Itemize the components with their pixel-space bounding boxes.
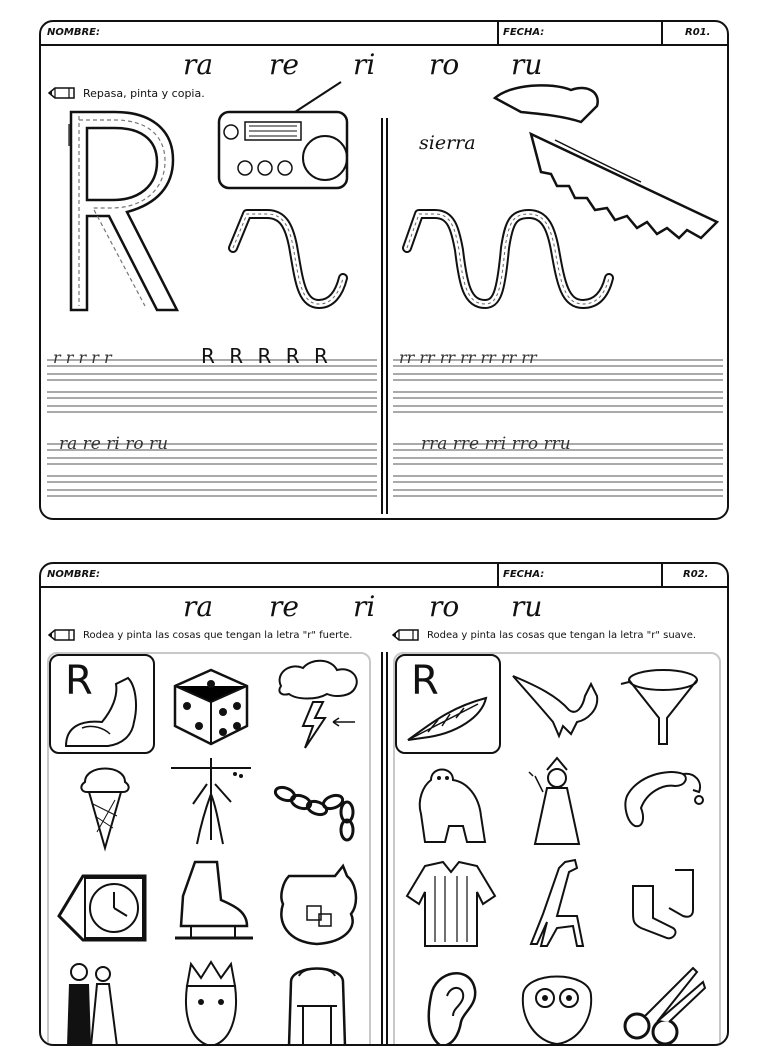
syllable-re: re	[269, 590, 299, 623]
double-r-tracing	[401, 208, 621, 318]
scissors-icon	[613, 956, 713, 1046]
example-letter-r: R	[65, 658, 93, 704]
dice-icon	[161, 656, 261, 752]
date-label: FECHA:	[503, 27, 545, 38]
sheet-code: R01.	[685, 27, 711, 38]
gorilla-icon	[401, 756, 501, 852]
copy-rr-cursive: rr rr rr rr rr rr rr	[399, 348, 537, 367]
backpack-icon	[267, 956, 367, 1046]
chain-icon	[267, 756, 367, 852]
pencil-icon	[391, 628, 421, 642]
bride-and-groom-icon	[51, 956, 151, 1046]
funnel-icon	[613, 656, 713, 752]
ice-cream-cone-icon	[55, 756, 155, 852]
syllables-line-left: ra re ri ro ru	[59, 434, 169, 454]
syllable-ru: ru	[511, 48, 543, 81]
column-divider	[381, 118, 383, 514]
worksheet-r01	[39, 20, 729, 520]
pencil-icon	[47, 628, 77, 642]
owl-icon	[507, 956, 607, 1046]
syllable-re: re	[269, 48, 299, 81]
uppercase-r-tracing	[65, 106, 185, 316]
copy-r-print: R R R R R	[201, 344, 332, 368]
instruction-left: Rodea y pinta las cosas que tengan la letra "r" fuerte.	[47, 628, 353, 642]
socks-icon	[613, 856, 713, 952]
header-bar	[41, 564, 727, 588]
syllables-line-right: rra rre rri rro rru	[421, 434, 571, 454]
feather-icon	[397, 656, 499, 752]
lowercase-r-tracing	[227, 208, 357, 318]
fairy-icon	[507, 756, 607, 852]
pencil-icon	[47, 86, 77, 100]
clock-icon	[55, 856, 155, 952]
name-label: NOMBRE:	[47, 569, 100, 580]
kangaroo-icon	[507, 656, 607, 752]
sheet-code: R02.	[683, 569, 709, 580]
syllable-ra: ra	[183, 590, 214, 623]
syllable-ro: ro	[429, 48, 460, 81]
syllable-ro: ro	[429, 590, 460, 623]
sausages-icon	[613, 756, 713, 852]
name-label: NOMBRE:	[47, 27, 100, 38]
column-divider	[381, 652, 383, 1046]
storm-cloud-icon	[267, 656, 367, 752]
ice-skate-icon	[161, 856, 261, 952]
sweater-icon	[401, 856, 501, 952]
syllable-ru: ru	[511, 590, 543, 623]
syllable-ri: ri	[353, 48, 376, 81]
word-sierra: sierra	[419, 132, 476, 154]
radio-illustration	[215, 80, 355, 192]
example-arm-box	[49, 654, 155, 754]
instruction	[47, 86, 205, 100]
header-bar	[41, 22, 727, 46]
syllable-ri: ri	[353, 590, 376, 623]
giraffe-icon	[507, 856, 607, 952]
example-feather-box	[395, 654, 501, 754]
king-icon	[161, 956, 261, 1046]
syllable-ra: ra	[183, 48, 214, 81]
copy-r-cursive: r r r r r	[53, 348, 112, 367]
instruction-right: Rodea y pinta las cosas que tengan la letra "r" suave.	[391, 628, 696, 642]
date-label: FECHA:	[503, 569, 545, 580]
roots-icon	[161, 754, 261, 850]
jug-icon	[267, 856, 367, 952]
instruction-text: Repasa, pinta y copia.	[83, 86, 205, 100]
example-letter-r: R	[411, 658, 439, 704]
worksheet-r02	[39, 562, 729, 1046]
ear-icon	[401, 956, 501, 1046]
arm-muscle-icon	[51, 656, 153, 752]
